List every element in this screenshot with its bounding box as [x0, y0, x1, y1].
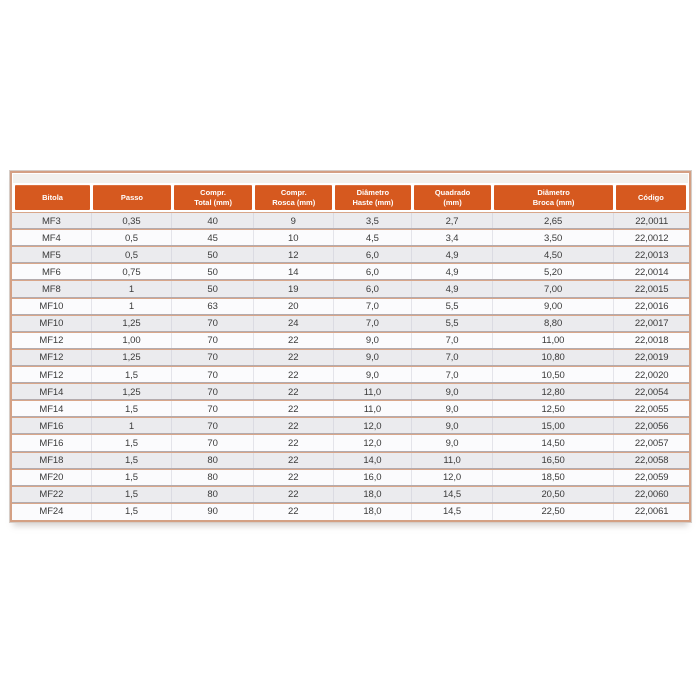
table-cell-passo: 1,5 — [92, 470, 173, 486]
table-row — [12, 212, 689, 229]
table-cell-quadrado: 9,0 — [412, 384, 493, 400]
table-cell-diametro-broca: 9,00 — [493, 299, 614, 315]
table-cell-compr-rosca: 24 — [254, 316, 334, 332]
table-cell-compr-rosca: 22 — [254, 504, 334, 520]
table-cell-compr-total: 70 — [172, 350, 254, 366]
table-cell-bitola: MF14 — [12, 384, 92, 400]
table-cell-bitola: MF22 — [12, 487, 92, 503]
table-cell-quadrado: 4,9 — [412, 247, 493, 263]
table-cell-diametro-haste: 7,0 — [334, 299, 413, 315]
table-cell-bitola: MF3 — [12, 213, 92, 229]
table-cell-diametro-haste: 12,0 — [334, 435, 413, 451]
header-label: Código — [616, 185, 686, 210]
table-cell-bitola: MF6 — [12, 264, 92, 280]
table-cell-passo: 1,25 — [92, 316, 173, 332]
table-cell-diametro-broca: 8,80 — [493, 316, 614, 332]
table-cell-compr-rosca: 22 — [254, 418, 334, 434]
table-cell-passo: 1,00 — [92, 333, 173, 349]
table-row — [12, 332, 689, 349]
table-cell-compr-total: 90 — [172, 504, 254, 520]
table-cell-passo: 1,5 — [92, 367, 173, 383]
table-cell-passo: 0,75 — [92, 264, 173, 280]
header-label: Compr. Total (mm) — [174, 185, 253, 210]
table-body — [12, 212, 689, 520]
table-cell-compr-total: 70 — [172, 316, 254, 332]
table-cell-codigo: 22,0054 — [634, 386, 669, 398]
table-cell-compr-rosca: 10 — [254, 230, 334, 246]
table-cell-passo: 1,5 — [92, 487, 173, 503]
table-cell-diametro-haste: 16,0 — [334, 470, 413, 486]
table-cell-codigo: 22,0013 — [634, 249, 669, 261]
header-cell-codigo — [614, 185, 689, 210]
table-cell-quadrado: 4,9 — [412, 281, 493, 297]
header-cell-passo — [92, 185, 173, 210]
table-cell-diametro-broca: 20,50 — [493, 487, 614, 503]
table-row — [12, 315, 689, 332]
table-cell-compr-rosca: 22 — [254, 384, 334, 400]
table-cell-compr-rosca: 22 — [254, 470, 334, 486]
header-label: Diâmetro Broca (mm) — [494, 185, 612, 210]
table-cell-diametro-broca: 15,00 — [493, 418, 614, 434]
header-label: Diâmetro Haste (mm) — [335, 185, 411, 210]
table-row — [12, 246, 689, 263]
table-cell-codigo: 22,0059 — [634, 472, 669, 484]
table-cell-codigo: 22,0018 — [634, 335, 669, 347]
table-cell-compr-rosca: 22 — [254, 487, 334, 503]
table-cell-diametro-haste: 6,0 — [334, 281, 413, 297]
table-cell-codigo: 22,0057 — [634, 437, 669, 449]
table-cell-quadrado: 9,0 — [412, 435, 493, 451]
table-cell-compr-total: 63 — [172, 299, 254, 315]
table-row — [12, 400, 689, 417]
table-cell-compr-rosca: 19 — [254, 281, 334, 297]
table-cell-quadrado: 7,0 — [412, 350, 493, 366]
table-cell-bitola: MF16 — [12, 435, 92, 451]
table-cell-diametro-broca: 4,50 — [493, 247, 614, 263]
table-row — [12, 486, 689, 503]
table-cell-quadrado: 14,5 — [412, 487, 493, 503]
table-cell-diametro-haste: 18,0 — [334, 504, 413, 520]
table-cell-compr-total: 80 — [172, 453, 254, 469]
table-cell-bitola: MF12 — [12, 367, 92, 383]
table-row — [12, 417, 689, 434]
table-cell-passo: 0,35 — [92, 213, 173, 229]
table-row — [12, 298, 689, 315]
table-cell-codigo: 22,0015 — [634, 283, 669, 295]
table-row — [12, 452, 689, 469]
table-cell-compr-total: 40 — [172, 213, 254, 229]
table-cell-passo: 1,5 — [92, 401, 173, 417]
table-cell-bitola: MF10 — [12, 299, 92, 315]
table-cell-passo: 0,5 — [92, 230, 173, 246]
table-cell-quadrado: 14,5 — [412, 504, 493, 520]
table-cell-compr-total: 70 — [172, 401, 254, 417]
table-cell-diametro-haste: 6,0 — [334, 247, 413, 263]
table-cell-diametro-haste: 3,5 — [334, 213, 413, 229]
table-cell-diametro-haste: 9,0 — [334, 333, 413, 349]
table-cell-compr-total: 80 — [172, 470, 254, 486]
table-cell-passo: 1 — [92, 281, 173, 297]
table-cell-compr-rosca: 20 — [254, 299, 334, 315]
header-cell-diametro-broca — [493, 185, 614, 210]
table-cell-compr-total: 70 — [172, 435, 254, 451]
table-cell-diametro-broca: 5,20 — [493, 264, 614, 280]
table-cell-diametro-haste: 18,0 — [334, 487, 413, 503]
table-cell-codigo: 22,0056 — [634, 420, 669, 432]
table-cell-diametro-broca: 10,50 — [493, 367, 614, 383]
table-cell-quadrado: 4,9 — [412, 264, 493, 280]
table-cell-codigo: 22,0017 — [634, 318, 669, 330]
table-cell-diametro-broca: 10,80 — [493, 350, 614, 366]
table-cell-compr-rosca: 22 — [254, 435, 334, 451]
table-cell-diametro-broca: 2,65 — [493, 213, 614, 229]
table-cell-compr-rosca: 22 — [254, 401, 334, 417]
table-cell-diametro-broca: 3,50 — [493, 230, 614, 246]
table-cell-codigo: 22,0016 — [634, 301, 669, 313]
table-cell-codigo: 22,0058 — [634, 455, 669, 467]
header-label: Passo — [93, 185, 171, 210]
table-cell-diametro-broca: 22,50 — [493, 504, 614, 520]
table-row — [12, 229, 689, 246]
table-cell-compr-total: 70 — [172, 384, 254, 400]
table-cell-codigo: 22,0019 — [634, 352, 669, 364]
table-cell-compr-rosca: 12 — [254, 247, 334, 263]
header-cell-quadrado — [412, 185, 493, 210]
table-cell-compr-total: 70 — [172, 367, 254, 383]
header-cell-bitola — [12, 185, 92, 210]
table-cell-codigo: 22,0060 — [634, 489, 669, 501]
table-row — [12, 503, 689, 520]
table-cell-diametro-broca: 11,00 — [493, 333, 614, 349]
table-cell-diametro-broca: 12,80 — [493, 384, 614, 400]
table-cell-compr-rosca: 22 — [254, 367, 334, 383]
table-cell-compr-rosca: 22 — [254, 453, 334, 469]
table-cell-bitola: MF4 — [12, 230, 92, 246]
table-cell-diametro-haste: 12,0 — [334, 418, 413, 434]
table-cell-quadrado: 7,0 — [412, 367, 493, 383]
table-header-row — [12, 185, 689, 210]
header-label: Bitola — [15, 185, 90, 210]
table-cell-compr-rosca: 9 — [254, 213, 334, 229]
table-cell-diametro-broca: 16,50 — [493, 453, 614, 469]
table-row — [12, 349, 689, 366]
table-row — [12, 383, 689, 400]
table-cell-quadrado: 5,5 — [412, 316, 493, 332]
table-cell-diametro-haste: 4,5 — [334, 230, 413, 246]
table-cell-diametro-haste: 14,0 — [334, 453, 413, 469]
header-cell-compr-rosca — [254, 185, 334, 210]
table-cell-compr-total: 45 — [172, 230, 254, 246]
table-cell-codigo: 22,0014 — [634, 266, 669, 278]
table-cell-compr-total: 80 — [172, 487, 254, 503]
table-cell-diametro-haste: 11,0 — [334, 401, 413, 417]
table-cell-diametro-broca: 12,50 — [493, 401, 614, 417]
table-cell-quadrado: 2,7 — [412, 213, 493, 229]
table-cell-quadrado: 7,0 — [412, 333, 493, 349]
table-cell-compr-total: 50 — [172, 247, 254, 263]
table-cell-compr-total: 50 — [172, 281, 254, 297]
table-cell-passo: 1,5 — [92, 504, 173, 520]
table-cell-compr-total: 70 — [172, 333, 254, 349]
table-cell-diametro-haste: 6,0 — [334, 264, 413, 280]
table-cell-passo: 1 — [92, 299, 173, 315]
tap-specification-table — [10, 171, 691, 522]
header-cell-compr-total — [172, 185, 254, 210]
table-cell-passo: 1 — [92, 418, 173, 434]
table-top-strip — [13, 174, 688, 183]
table-cell-passo: 0,5 — [92, 247, 173, 263]
table-cell-passo: 1,25 — [92, 350, 173, 366]
table-row — [12, 434, 689, 451]
table-cell-compr-total: 50 — [172, 264, 254, 280]
table-row — [12, 263, 689, 280]
header-cell-diametro-haste — [334, 185, 413, 210]
table-cell-passo: 1,25 — [92, 384, 173, 400]
table-cell-diametro-broca: 14,50 — [493, 435, 614, 451]
table-cell-compr-rosca: 22 — [254, 333, 334, 349]
table-cell-bitola: MF8 — [12, 281, 92, 297]
table-cell-quadrado: 3,4 — [412, 230, 493, 246]
table-cell-bitola: MF12 — [12, 333, 92, 349]
table-cell-quadrado: 11,0 — [412, 453, 493, 469]
table-cell-passo: 1,5 — [92, 435, 173, 451]
table-cell-codigo: 22,0055 — [634, 403, 669, 415]
table-cell-bitola: MF12 — [12, 350, 92, 366]
table-cell-diametro-haste: 9,0 — [334, 367, 413, 383]
table-cell-bitola: MF10 — [12, 316, 92, 332]
table-cell-compr-rosca: 22 — [254, 350, 334, 366]
table-row — [12, 469, 689, 486]
table-cell-codigo: 22,0061 — [634, 506, 669, 518]
table-cell-codigo: 22,0012 — [634, 232, 669, 244]
table-cell-codigo: 22,0011 — [635, 215, 669, 227]
table-cell-bitola: MF20 — [12, 470, 92, 486]
table-cell-quadrado: 9,0 — [412, 418, 493, 434]
header-label: Quadrado (mm) — [414, 185, 492, 210]
table-cell-diametro-haste: 7,0 — [334, 316, 413, 332]
table-cell-quadrado: 5,5 — [412, 299, 493, 315]
table-cell-diametro-haste: 11,0 — [334, 384, 413, 400]
table-cell-diametro-broca: 18,50 — [493, 470, 614, 486]
table-row — [12, 366, 689, 383]
table-cell-bitola: MF18 — [12, 453, 92, 469]
table-cell-quadrado: 9,0 — [412, 401, 493, 417]
table-cell-diametro-broca: 7,00 — [493, 281, 614, 297]
table-cell-bitola: MF14 — [12, 401, 92, 417]
table-cell-bitola: MF5 — [12, 247, 92, 263]
header-label: Compr. Rosca (mm) — [255, 185, 332, 210]
table-row — [12, 280, 689, 297]
table-cell-bitola: MF24 — [12, 504, 92, 520]
table-cell-compr-rosca: 14 — [254, 264, 334, 280]
table-cell-quadrado: 12,0 — [412, 470, 493, 486]
table-cell-compr-total: 70 — [172, 418, 254, 434]
table-cell-passo: 1,5 — [92, 453, 173, 469]
table-cell-diametro-haste: 9,0 — [334, 350, 413, 366]
table-cell-codigo: 22,0020 — [634, 369, 669, 381]
table-cell-bitola: MF16 — [12, 418, 92, 434]
